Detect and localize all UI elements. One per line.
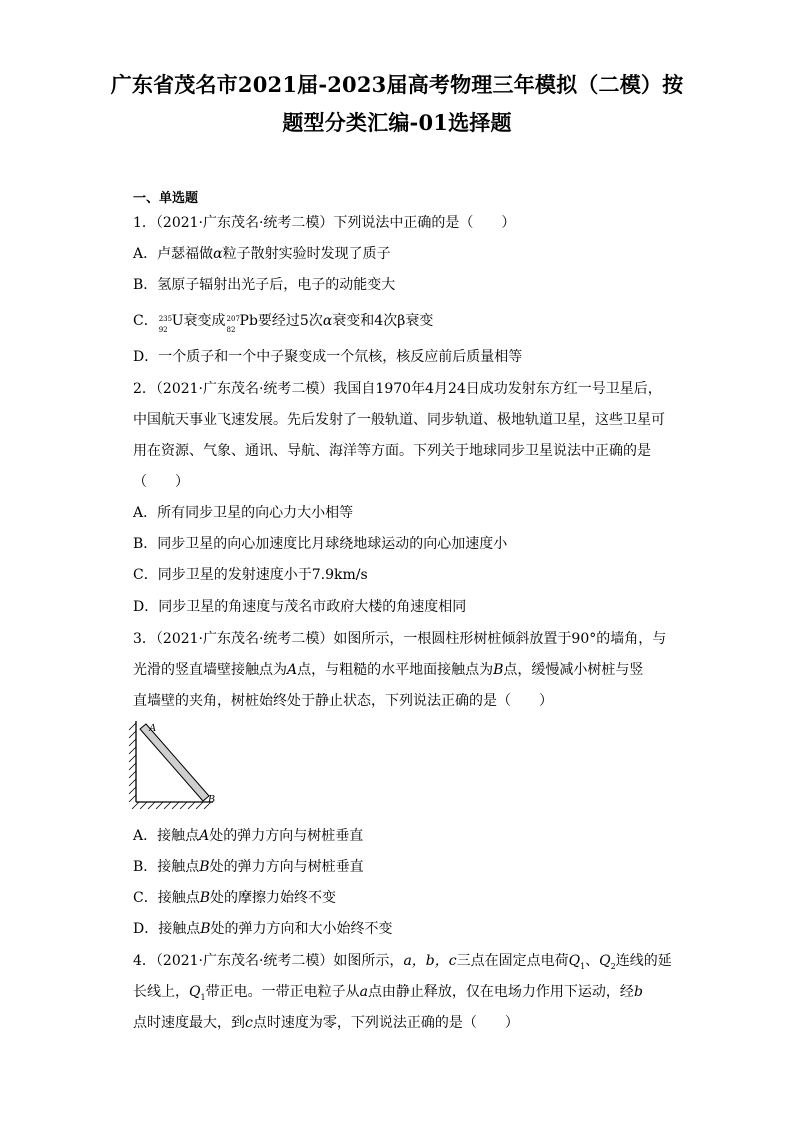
q2-option-a: A．所有同步卫星的向心力大小相等	[133, 505, 354, 521]
q3-option-a: A．接触点A处的弹力方向与树桩垂直	[133, 828, 364, 844]
q4-stem-line-1: 4．（2021·广东茂名·统考二模）如图所示，a，b，c三点在固定点电荷$Q_1$、$Q_2$连线的延	[133, 953, 672, 971]
q1-option-d: D．一个质子和一个中子聚变成一个氘核，核反应前后质量相等	[133, 349, 523, 365]
q1-option-a: A．卢瑟福做α粒子散射实验时发现了质子	[133, 246, 391, 262]
q3-stem-line-3: 直墙壁的夹角，树桩始终处于静止状态，下列说法正确的是（ ）	[133, 693, 553, 709]
q1-stem: 1．（2021·广东茂名·统考二模）下列说法中正确的是（ ）	[133, 215, 516, 231]
label-b: B	[208, 793, 215, 805]
q4-stem-line-3: 点时速度最大，到c点时速度为零，下列说法正确的是（ ）	[133, 1015, 519, 1031]
q2-option-c: C．同步卫星的发射速度小于7.9km/s	[133, 567, 368, 583]
q1-option-b: B．氢原子辐射出光子后，电子的动能变大	[133, 277, 396, 293]
document-title-line-2: 题型分类汇编-01选择题	[282, 110, 512, 135]
q3-option-b: B．接触点B处的弹力方向与树桩垂直	[133, 859, 364, 875]
q3-figure-tree-trunk-in-corner	[127, 717, 227, 809]
q3-stem-line-1: 3．（2021·广东茂名·统考二模）如图所示，一根圆柱形树桩倾斜放置于90°的墙角，与	[133, 631, 667, 647]
q4-stem-line-2: 长线上，$Q_1$带正电。一带正电粒子从a点由静止释放，仅在电场力作用下运动，经b	[133, 984, 643, 1002]
q2-stem-line-3: 用在资源、气象、通讯、导航、海洋等方面。下列关于地球同步卫星说法中正确的是	[133, 443, 651, 459]
q2-option-b: B．同步卫星的向心加速度比月球绕地球运动的向心加速度小	[133, 536, 508, 552]
q2-stem-line-2: 中国航天事业飞速发展。先后发射了一般轨道、同步轨道、极地轨道卫星，这些卫星可	[133, 412, 665, 428]
label-a: A	[149, 722, 156, 734]
q3-option-d: D．接触点B处的弹力方向和大小始终不变	[133, 921, 393, 937]
tree-trunk	[140, 724, 209, 801]
ground-hatching	[132, 802, 211, 809]
q1-option-c: C． 235 92 U衰变成 207 82 Pb要经过5次α衰变和4次β衰变	[133, 313, 434, 334]
section-heading: 一、单选题	[133, 191, 199, 206]
wall-hatching	[129, 723, 136, 802]
q3-option-c: C．接触点B处的摩擦力始终不变	[133, 890, 337, 906]
q3-stem-line-2: 光滑的竖直墙壁接触点为A点，与粗糙的水平地面接触点为B点，缓慢减小树桩与竖	[133, 662, 644, 678]
q2-stem-line-1: 2．（2021·广东茂名·统考二模）我国自1970年4月24日成功发射东方红一号卫星后，	[133, 381, 662, 397]
q2-stem-line-4: （ ）	[133, 474, 189, 490]
q2-option-d: D．同步卫星的角速度与茂名市政府大楼的角速度相同	[133, 599, 467, 615]
document-title-line-1: 广东省茂名市2021届-2023届高考物理三年模拟（二模）按	[110, 72, 684, 97]
